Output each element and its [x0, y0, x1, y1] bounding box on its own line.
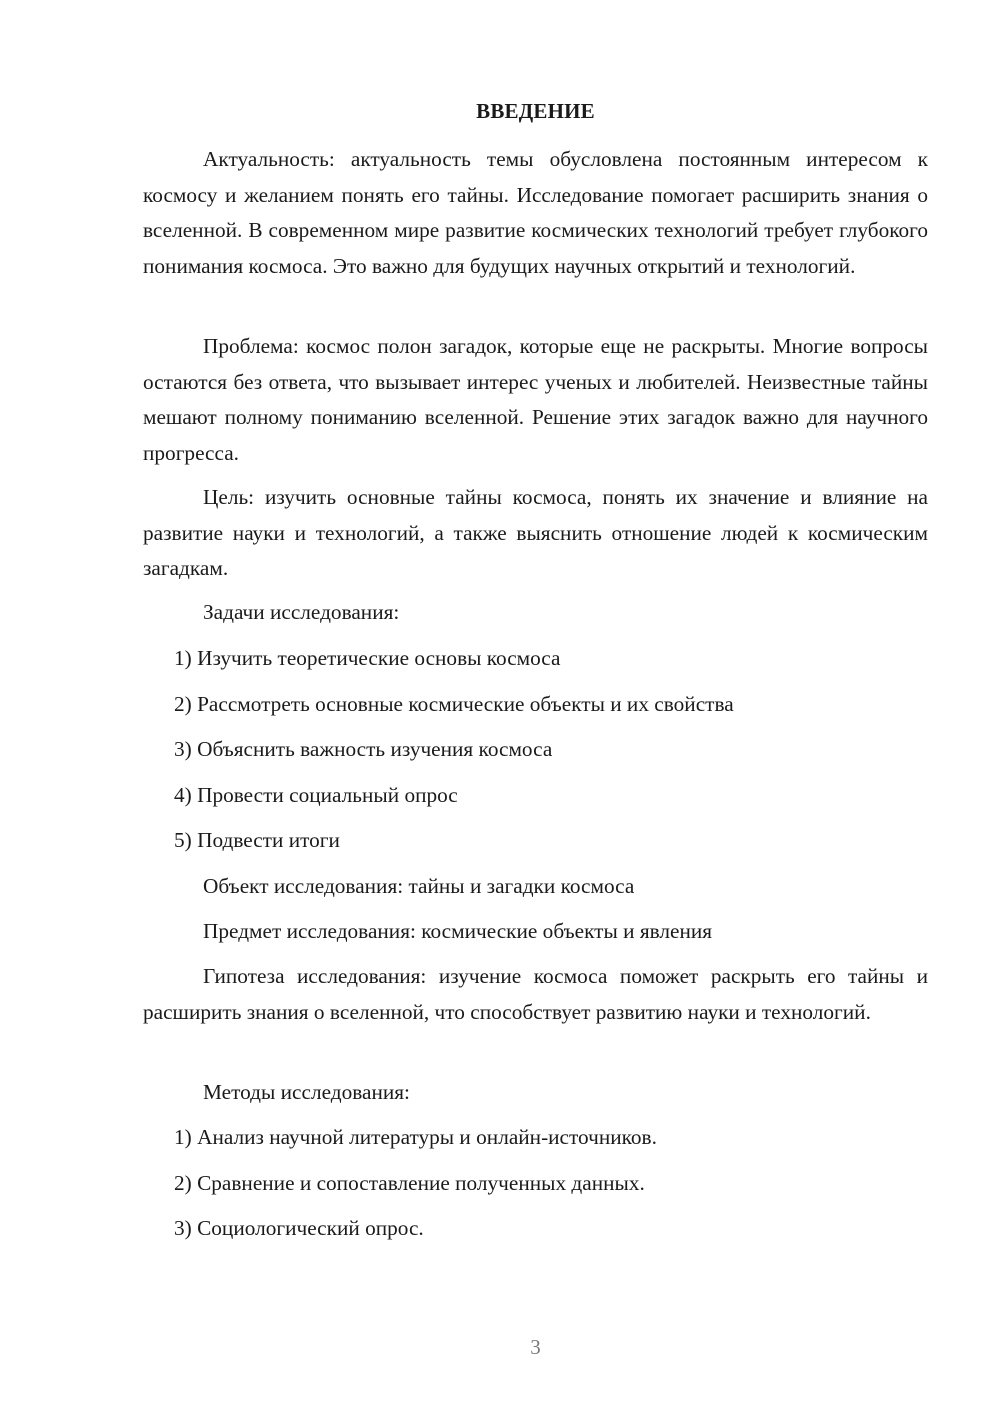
hypothesis-paragraph: Гипотеза исследования: изучение космоса поможет раскрыть его тайны и расширить знания о вселенной, что способствует развитию науки и технологий. — [143, 964, 928, 1024]
goal-paragraph: Цель: изучить основные тайны космоса, понять их значение и влияние на развитие науки и технологий, а также выяснить отношение людей к космическим загадкам. — [143, 485, 928, 580]
section-title: ВВЕДЕНИЕ — [476, 99, 595, 123]
method-item: 3) Социологический опрос. — [174, 1216, 424, 1240]
task-item: 5) Подвести итоги — [174, 828, 340, 852]
research-subject: Предмет исследования: космические объекты и явления — [203, 919, 713, 943]
methods-heading: Методы исследования: — [203, 1080, 410, 1104]
research-object: Объект исследования: тайны и загадки космоса — [203, 874, 635, 898]
problem-paragraph: Проблема: космос полон загадок, которые еще не раскрыты. Многие вопросы остаются без ответа, что вызывает интерес ученых и любителей. Неизвестные тайны мешают полному пониманию вселенной. Решение этих загадок важно для научного прогресса. — [143, 334, 928, 465]
method-item: 1) Анализ научной литературы и онлайн-источников. — [174, 1125, 657, 1149]
task-item: 4) Провести социальный опрос — [174, 783, 458, 807]
task-item: 2) Рассмотреть основные космические объекты и их свойства — [174, 692, 734, 716]
task-item: 3) Объяснить важность изучения космоса — [174, 737, 553, 761]
task-item: 1) Изучить теоретические основы космоса — [174, 646, 561, 670]
tasks-heading: Задачи исследования: — [203, 600, 400, 624]
relevance-paragraph: Актуальность: актуальность темы обусловлена постоянным интересом к космосу и желанием понять его тайны. Исследование помогает расширить знания о вселенной. В современном мире развитие космических технологий требует глубокого понимания космоса. Это важно для будущих научных открытий и технологий. — [143, 147, 928, 278]
document-page — [143, 0, 928, 1414]
page-number: 3 — [530, 1335, 541, 1359]
method-item: 2) Сравнение и сопоставление полученных данных. — [174, 1171, 645, 1195]
